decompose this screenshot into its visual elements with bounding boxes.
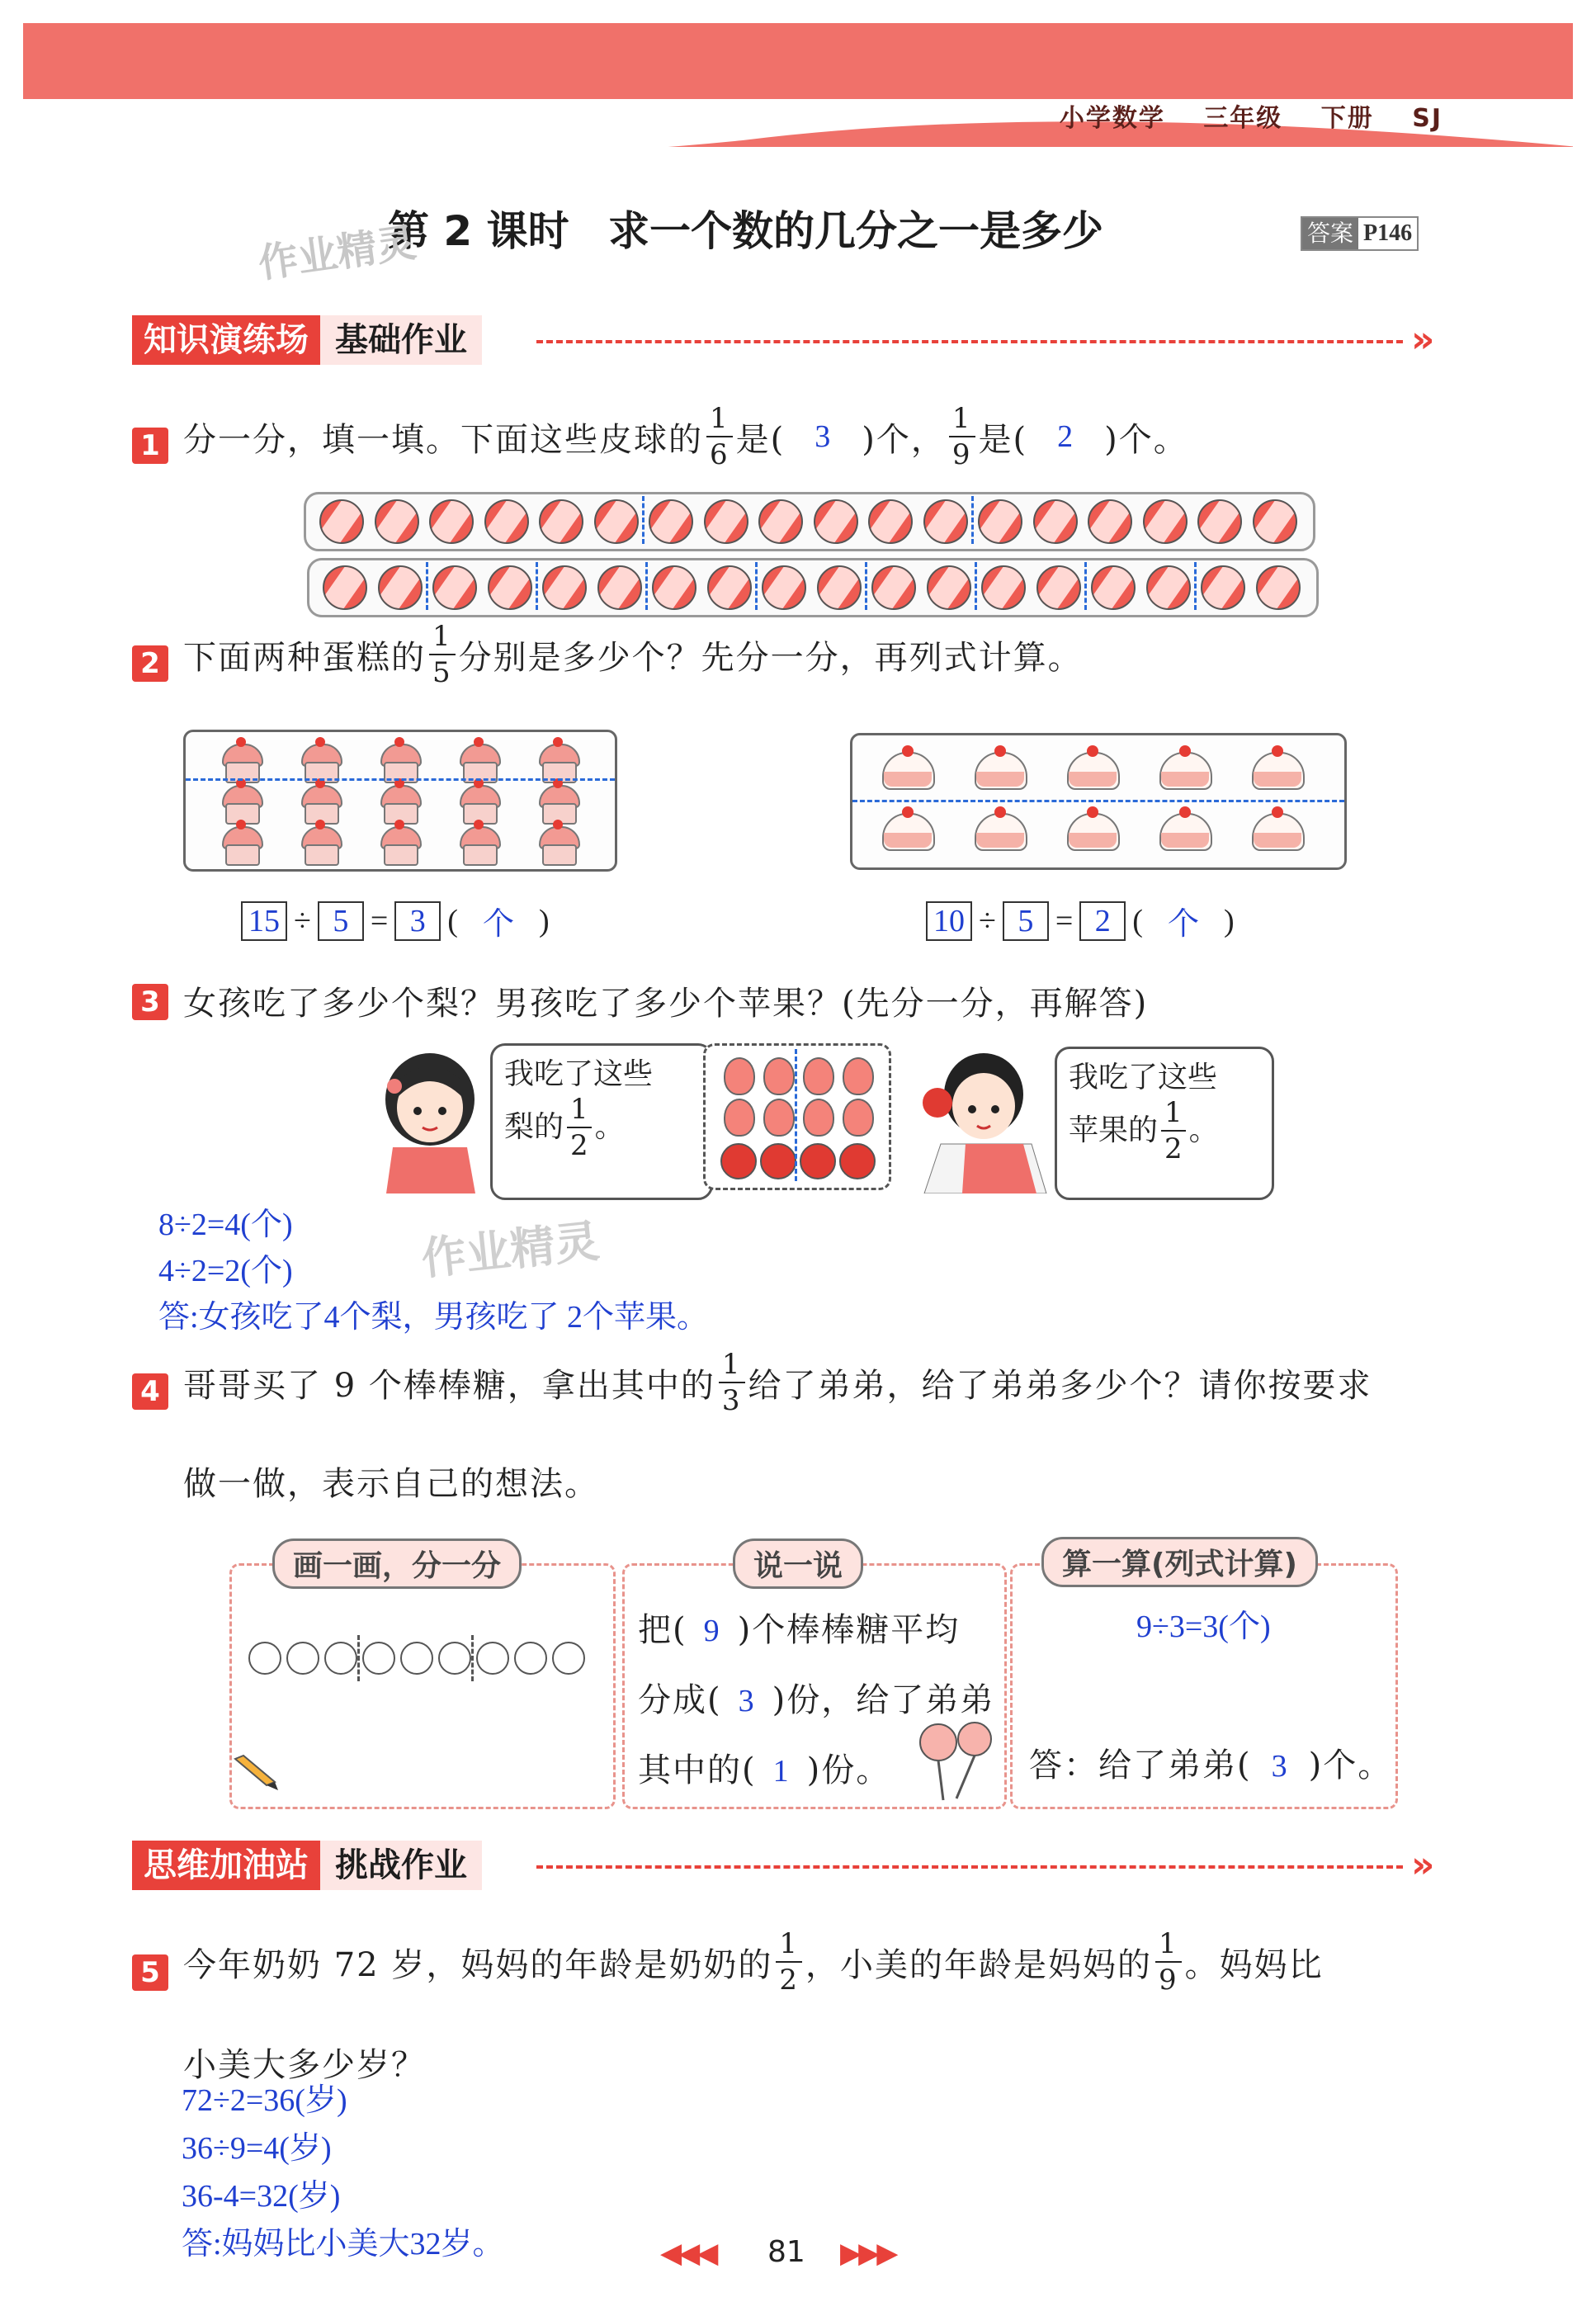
ball-icon — [758, 499, 803, 544]
ball-icon — [432, 565, 477, 610]
divisor-box: 5 — [318, 901, 364, 941]
ball-icon — [649, 499, 693, 544]
draw-panel — [229, 1563, 616, 1809]
boy-bubble-line1: 我吃了这些 — [1069, 1061, 1218, 1094]
q4-text-b: 给了弟弟，给了弟弟多少个？请你按要求 — [748, 1366, 1372, 1405]
girl-bubble-text: 梨的 — [504, 1110, 564, 1145]
boy-bubble-text: 苹果的 — [1069, 1113, 1159, 1148]
pear-icon — [803, 1057, 834, 1095]
calc-panel-title: 算一算(列式计算) — [1041, 1537, 1318, 1587]
unit-answer: 个 — [482, 907, 514, 942]
divider-line — [975, 562, 977, 610]
ball-icon — [1146, 565, 1191, 610]
paren-open: ( — [1132, 903, 1143, 938]
watermark: 作业精灵 — [418, 1214, 602, 1286]
section-divider — [536, 340, 1403, 343]
fraction: $\frac{1}{2}$ — [1161, 1099, 1186, 1163]
divider-line — [865, 562, 867, 610]
cake-icon — [537, 744, 578, 782]
girl-bubble-end: 。 — [594, 1110, 625, 1145]
divider-line — [426, 562, 428, 610]
pear-icon — [803, 1099, 834, 1137]
question-number: 5 — [132, 1954, 168, 1991]
quotient-box: 3 — [394, 901, 441, 941]
section-basic-header — [132, 315, 482, 365]
lollipop-circle — [248, 1642, 281, 1675]
ball-icon — [814, 499, 858, 544]
cake-icon — [458, 826, 499, 864]
section-challenge-header — [132, 1841, 482, 1890]
pear-icon — [843, 1099, 874, 1137]
ball-icon — [488, 565, 532, 610]
pear-icon — [763, 1057, 795, 1095]
watermark: 作业精灵 — [255, 219, 419, 288]
divider-line — [645, 562, 648, 610]
q1-text-c: )个， — [862, 420, 946, 459]
pencil-icon — [232, 1752, 281, 1794]
say-line: 把( 9 )个棒棒糖平均 — [638, 1611, 961, 1649]
divide-sign: ÷ — [294, 903, 311, 938]
say-line: 其中的( 1 )份。 — [638, 1751, 891, 1789]
q2-text-a: 下面两种蛋糕的 — [183, 638, 426, 677]
header-volume: 下册 — [1320, 104, 1374, 133]
lollipop-circle — [476, 1642, 509, 1675]
question-number: 2 — [132, 645, 168, 682]
cake-icon — [220, 744, 262, 782]
apple-icon — [839, 1143, 876, 1179]
girl-bubble-line1: 我吃了这些 — [504, 1057, 654, 1091]
lollipop-circle — [286, 1642, 319, 1675]
cake-box-right — [850, 733, 1347, 870]
divider-line — [971, 496, 974, 544]
cake-icon — [1252, 747, 1305, 792]
ball-icon — [868, 499, 913, 544]
fraction: $\frac{1}{2}$ — [776, 1930, 802, 1994]
paren-open: ( — [447, 903, 458, 938]
calc-work: 9÷3=3(个) — [1136, 1609, 1271, 1644]
draw-panel-title: 画一画，分一分 — [272, 1538, 522, 1589]
ball-icon — [704, 499, 748, 544]
ball-icon — [594, 499, 639, 544]
page-title — [388, 198, 1103, 258]
divider-line — [852, 800, 1344, 802]
divider-line — [642, 496, 645, 544]
lollipop-icon — [914, 1719, 999, 1802]
q5-text-line2: 小美大多少岁？ — [183, 2046, 426, 2084]
question-number: 3 — [132, 984, 168, 1020]
pear-icon — [763, 1099, 795, 1137]
cake-icon — [537, 826, 578, 864]
ball-icon — [981, 565, 1026, 610]
q5-answer-line: 答:妈妈比小美大32岁。 — [182, 2227, 504, 2262]
fruit-box — [703, 1043, 891, 1190]
chevron-right-icon: » — [1411, 1844, 1435, 1886]
ball-icon — [707, 565, 752, 610]
next-arrows-icon: ▶▶▶ — [840, 2237, 895, 2270]
cake-icon — [458, 785, 499, 823]
chevron-right-icon: » — [1411, 319, 1435, 361]
cake-icon — [1159, 808, 1212, 853]
prev-arrows-icon: ◀◀◀ — [660, 2237, 715, 2270]
page-number: 81 — [767, 2235, 805, 2269]
q1-answer-1: 3 — [815, 419, 833, 454]
fraction: $\frac{1}{3}$ — [719, 1350, 745, 1415]
lollipop-circle — [514, 1642, 547, 1675]
cake-icon — [300, 785, 341, 823]
q5-work-line: 72÷2=36(岁) — [182, 2083, 347, 2118]
cake-icon — [300, 744, 341, 782]
question-number: 4 — [132, 1373, 168, 1410]
cake-icon — [1252, 808, 1305, 853]
ball-row-ninths — [307, 558, 1319, 617]
section-challenge-label: 挑战作业 — [320, 1841, 482, 1890]
header-subject: 小学数学 — [1059, 104, 1165, 133]
section-divider — [536, 1865, 1403, 1869]
girl-speech-bubble — [490, 1043, 713, 1200]
divider-line — [795, 1049, 797, 1181]
divider-line — [536, 562, 538, 610]
cake-icon — [1067, 808, 1120, 853]
section-basic-label: 基础作业 — [320, 315, 482, 365]
ball-icon — [762, 565, 806, 610]
ball-icon — [375, 499, 419, 544]
q1-text-d: 是( — [978, 420, 1028, 459]
q1-answer-2: 2 — [1057, 419, 1075, 454]
q4-text-line2: 做一做，表示自己的想法。 — [183, 1465, 599, 1503]
header-grade: 三年级 — [1203, 104, 1283, 133]
section-challenge-tag: 思维加油站 — [132, 1841, 320, 1890]
ball-icon — [1088, 499, 1132, 544]
answer-page: P146 — [1363, 220, 1413, 246]
cake-icon — [975, 747, 1027, 792]
boy-speech-bubble — [1055, 1047, 1274, 1200]
header-info — [1032, 97, 1443, 134]
divide-sign: ÷ — [979, 903, 996, 938]
say-panel-title: 说一说 — [733, 1538, 863, 1589]
lollipop-circle — [362, 1642, 395, 1675]
say-line: 分成( 3 )份，给了弟弟 — [638, 1681, 995, 1719]
q3-answer-line: 答:女孩吃了4个梨，男孩吃了 2个苹果。 — [158, 1300, 709, 1335]
ball-icon — [539, 499, 583, 544]
ball-icon — [1197, 499, 1242, 544]
q2-right-formula — [926, 898, 1235, 943]
q4-text-line1 — [183, 1350, 1372, 1415]
q5-text-a: 今年奶奶 72 岁，妈妈的年龄是奶奶的 — [183, 1945, 773, 1984]
lesson-topic: 求一个数的几分之一是多少 — [608, 207, 1104, 255]
cake-box-left — [183, 730, 617, 872]
fraction: $\frac{1}{9}$ — [949, 404, 975, 469]
candy-circles — [248, 1635, 595, 1685]
divider-line — [755, 562, 758, 610]
ball-icon — [927, 565, 971, 610]
q1-text-b: 是( — [735, 420, 786, 459]
pear-icon — [724, 1099, 755, 1137]
cake-icon — [1159, 747, 1212, 792]
ball-icon — [871, 565, 916, 610]
ball-icon — [1201, 565, 1245, 610]
ball-icon — [1253, 499, 1297, 544]
cake-icon — [379, 744, 420, 782]
paren-close: ) — [538, 903, 550, 938]
answer-label: 答案 — [1302, 218, 1358, 249]
q5-text-line1 — [183, 1927, 1324, 1997]
cake-icon — [882, 747, 935, 792]
ball-icon — [1033, 499, 1078, 544]
cake-icon — [1067, 747, 1120, 792]
ball-icon — [1143, 499, 1188, 544]
apple-icon — [720, 1143, 757, 1179]
say-panel — [622, 1563, 1007, 1809]
ball-icon — [323, 565, 367, 610]
lollipop-circle — [400, 1642, 433, 1675]
ball-icon — [597, 565, 642, 610]
cake-icon — [220, 826, 262, 864]
q1-text-e: )个。 — [1104, 420, 1188, 459]
question-number: 1 — [132, 428, 168, 464]
apple-icon — [800, 1143, 836, 1179]
fraction: $\frac{1}{6}$ — [706, 404, 733, 469]
ball-icon — [817, 565, 862, 610]
cake-icon — [458, 744, 499, 782]
ball-icon — [378, 565, 423, 610]
dividend-box: 15 — [241, 901, 287, 941]
boy-bubble-end: 。 — [1188, 1113, 1219, 1148]
ball-icon — [319, 499, 364, 544]
ball-icon — [1036, 565, 1081, 610]
equals-sign: = — [1055, 903, 1074, 938]
q5-work-line: 36-4=32(岁) — [182, 2179, 341, 2214]
quotient-box: 2 — [1079, 901, 1126, 941]
q5-answer-work — [182, 2077, 504, 2268]
fraction: $\frac{1}{9}$ — [1155, 1930, 1182, 1994]
unit-answer: 个 — [1167, 907, 1199, 942]
ball-icon — [484, 499, 529, 544]
ball-icon — [652, 565, 696, 610]
boy-bubble-line2 — [1069, 1096, 1260, 1166]
apple-icon — [760, 1143, 796, 1179]
ball-icon — [429, 499, 474, 544]
calc-answer: 答：给了弟弟( 3 )个。 — [1029, 1746, 1393, 1784]
divider-line — [471, 1635, 474, 1681]
cake-icon — [975, 808, 1027, 853]
cake-icon — [537, 785, 578, 823]
lesson-number: 第 2 课时 — [388, 207, 569, 255]
divider-line — [1194, 562, 1197, 610]
divider-line — [186, 778, 615, 781]
answer-reference — [1301, 216, 1419, 251]
q5-text-b: ，小美的年龄是妈妈的 — [805, 1945, 1152, 1984]
equals-sign: = — [370, 903, 389, 938]
fraction: $\frac{1}{5}$ — [429, 622, 456, 687]
q4-text-a: 哥哥买了 9 个棒棒糖，拿出其中的 — [183, 1366, 715, 1405]
ball-icon — [1256, 565, 1301, 610]
ball-icon — [923, 499, 968, 544]
ball-icon — [542, 565, 587, 610]
q1-text-a: 分一分，填一填。下面这些皮球的 — [183, 420, 703, 459]
girl-bubble-line2 — [504, 1093, 699, 1163]
q3-work-line: 8÷2=4(个) — [158, 1208, 293, 1242]
divider-line — [357, 1635, 360, 1681]
ball-icon — [1091, 565, 1136, 610]
q5-work-line: 36÷9=4(岁) — [182, 2131, 332, 2166]
ball-row-sixths — [304, 492, 1315, 551]
q3-work-line: 4÷2=2(个) — [158, 1254, 293, 1288]
q1-text — [183, 404, 1188, 469]
fraction: $\frac{1}{2}$ — [567, 1095, 592, 1160]
q2-text — [183, 622, 1083, 687]
calc-panel — [1010, 1563, 1398, 1809]
pear-icon — [843, 1057, 874, 1095]
lollipop-circle — [438, 1642, 471, 1675]
divisor-box: 5 — [1003, 901, 1049, 941]
header-edition: SJ — [1412, 104, 1443, 133]
q3-text: 女孩吃了多少个梨？男孩吃了多少个苹果？(先分一分，再解答) — [183, 985, 1149, 1023]
pear-icon — [724, 1057, 755, 1095]
lollipop-circle — [324, 1642, 357, 1675]
cake-icon — [300, 826, 341, 864]
q2-text-b: 分别是多少个？先分一分，再列式计算。 — [458, 638, 1083, 677]
cake-icon — [882, 808, 935, 853]
q2-left-formula — [241, 898, 550, 943]
divider-line — [1084, 562, 1087, 610]
boy-illustration — [908, 1045, 1048, 1193]
cake-icon — [220, 785, 262, 823]
girl-illustration — [368, 1048, 492, 1193]
paren-close: ) — [1223, 903, 1235, 938]
cake-icon — [379, 826, 420, 864]
q5-text-c: 。妈妈比 — [1184, 1945, 1324, 1984]
section-basic-tag: 知识演练场 — [132, 315, 320, 365]
lollipop-circle — [552, 1642, 585, 1675]
ball-icon — [978, 499, 1022, 544]
dividend-box: 10 — [926, 901, 972, 941]
cake-icon — [379, 785, 420, 823]
